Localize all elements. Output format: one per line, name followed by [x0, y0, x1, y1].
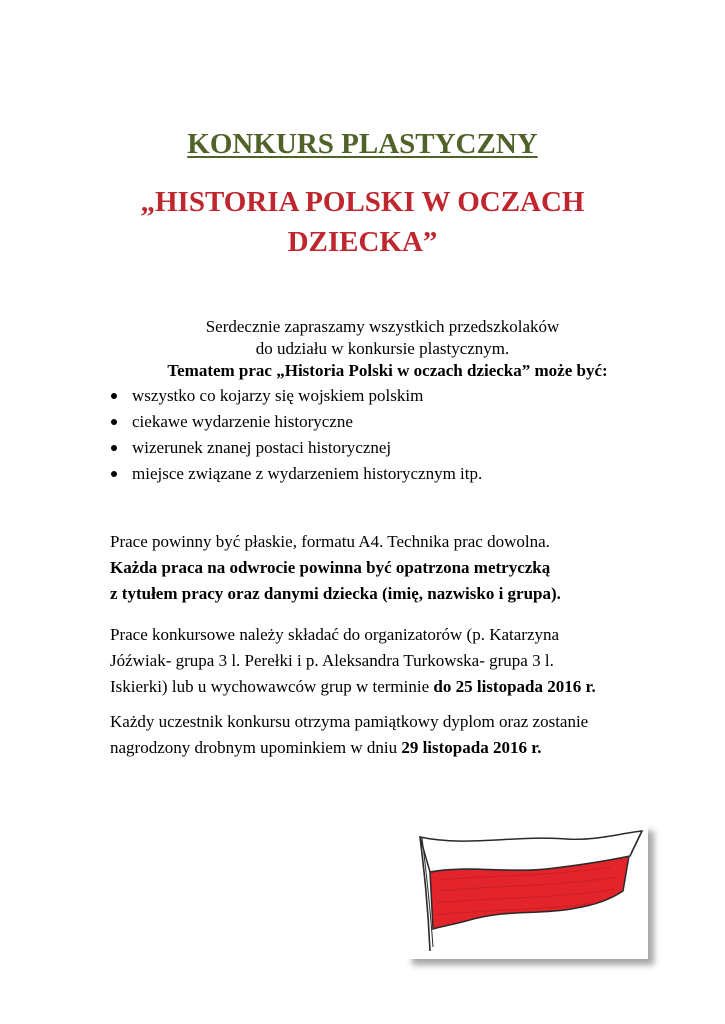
flag-image	[406, 825, 648, 959]
polish-flag-drawing-icon	[406, 825, 648, 959]
submission-deadline: do 25 listopada 2016 r.	[433, 677, 596, 696]
award-text: nagrodzony drobnym upominkiem w dniu	[110, 738, 402, 757]
bullet-dot-icon	[111, 471, 117, 477]
topic-item	[110, 438, 482, 464]
submission-line3	[110, 674, 690, 700]
intro-line2: do udziału w konkursie plastycznym.	[255, 339, 510, 358]
topic-item	[110, 386, 482, 412]
format-line2: Każda praca na odwrocie powinna być opatrzona metryczką	[110, 558, 551, 577]
topic-item	[110, 412, 482, 438]
contest-title	[0, 124, 725, 164]
format-line1: Prace powinny być płaskie, formatu A4. Technika prac dowolna.	[110, 532, 550, 551]
topic-heading: Tematem prac „Historia Polski w oczach dziecka” może być:	[167, 361, 608, 380]
submission-text: Iskierki) lub u wychowawców grup w terminie	[110, 677, 434, 696]
award-line2	[110, 735, 690, 761]
contest-title-text: KONKURS PLASTYCZNY	[187, 128, 538, 160]
format-line3: z tytułem pracy oraz danymi dziecka (imię, nazwisko i grupa).	[110, 584, 561, 603]
topic-list	[110, 386, 482, 490]
contest-subtitle-line2: DZIECKA”	[287, 226, 438, 258]
submission-line2: Jóźwiak- grupa 3 l. Perełki i p. Aleksandra Turkowska- grupa 3 l.	[110, 651, 554, 670]
bullet-dot-icon	[111, 393, 117, 399]
bullet-dot-icon	[111, 419, 117, 425]
bullet-dot-icon	[111, 445, 117, 451]
topic-text: wizerunek znanej postaci historycznej	[132, 438, 392, 457]
award-date: 29 listopada 2016 r.	[401, 738, 542, 757]
contest-subtitle-line1: „HISTORIA POLSKI W OCZACH	[140, 186, 585, 218]
topic-text: wszystko co kojarzy się wojskiem polskim	[132, 386, 424, 405]
submission-line1: Prace konkursowe należy składać do organizatorów (p. Katarzyna	[110, 625, 560, 644]
topic-text: ciekawe wydarzenie historyczne	[132, 412, 353, 431]
award-line1: Każdy uczestnik konkursu otrzyma pamiątkowy dyplom oraz zostanie	[110, 712, 589, 731]
topic-item	[110, 464, 482, 490]
topic-text: miejsce związane z wydarzeniem historycznym itp.	[132, 464, 483, 483]
intro-line1: Serdecznie zapraszamy wszystkich przedszkolaków	[205, 317, 560, 336]
